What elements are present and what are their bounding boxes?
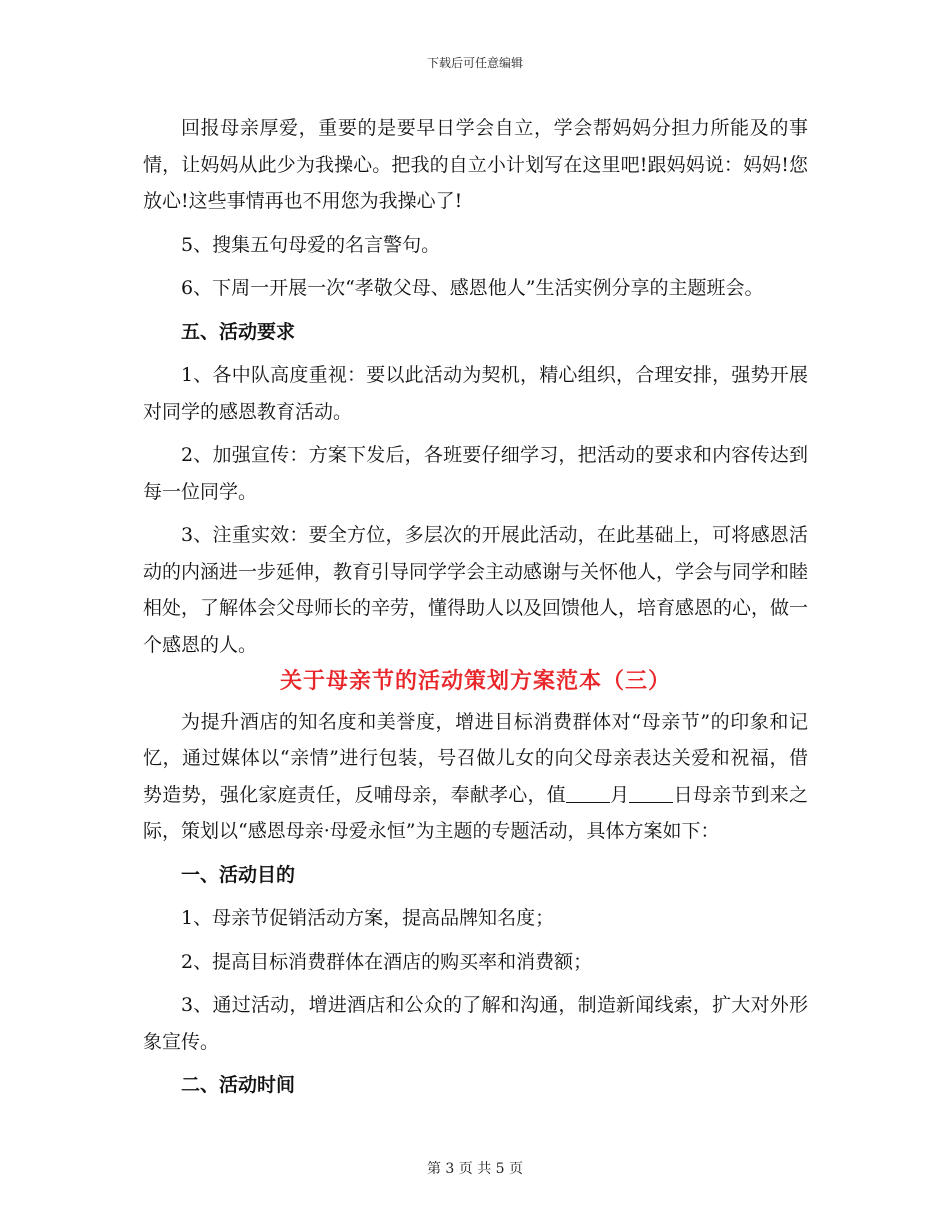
intro-text-part1: 为提升酒店的知名度和美誉度，增进目标消费群体对“母亲节”的印象和记忆，通过媒体以“亲情”进行包装，号召做儿女的向父母亲表达关爱和祝福，借势造势，强化家庭责任，反哺母亲，奉献孝心，值 xyxy=(143,710,808,806)
blank-line xyxy=(629,784,673,803)
page-header: 下载后可任意编辑 xyxy=(426,56,523,70)
list-item: 2、加强宣传：方案下发后，各班要仔细学习，把活动的要求和内容传达到每一位同学。 xyxy=(143,444,808,503)
paragraph: 回报母亲厚爱，重要的是要早日学会自立，学会帮妈妈分担力所能及的事情，让妈妈从此少为我操心。把我的自立小计划写在这里吧!跟妈妈说：妈妈!您放心!这些事情再也不用您为我操心了! xyxy=(143,117,808,212)
intro-text-part2: 日母亲节到来之际，策划以“感恩母亲·母爱永恒”为主题的专题活动，具体方案如下： xyxy=(143,783,808,842)
paragraph: 6、下周一开展一次“孝敬父母、感恩他人”生活实例分享的主题班会。 xyxy=(181,277,764,299)
paragraph: 5、搜集五句母爱的名言警句。 xyxy=(181,233,441,256)
page-footer: 第 3 页 共 5 页 xyxy=(426,1161,524,1177)
intro-paragraph xyxy=(143,704,808,850)
document-title: 关于母亲节的活动策划方案范本（三） xyxy=(279,668,671,694)
document-body xyxy=(143,110,808,1111)
list-item: 2、提高目标消费群体在酒店的购买率和消费额； xyxy=(181,950,593,973)
intro-month: 月 xyxy=(609,783,630,806)
list-item: 3、注重实效：要全方位，多层次的开展此活动，在此基础上，可将感恩活动的内涵进一步延伸，教育引导同学学会主动感谢与关怀他人，学会与同学和睦相处，了解体会父母师长的辛劳，懂得助人以及回馈他人，培育感恩的心，做一个感恩的人。 xyxy=(143,524,809,656)
list-item: 1、母亲节促销活动方案，提高品牌知名度； xyxy=(181,907,555,929)
section-heading: 五、活动要求 xyxy=(181,320,296,343)
list-item: 1、各中队高度重视：要以此活动为契机，精心组织，合理安排，强势开展对同学的感恩教育活动。 xyxy=(143,364,808,423)
list-item: 3、通过活动，增进酒店和公众的了解和沟通，制造新闻线索，扩大对外形象宣传。 xyxy=(143,994,808,1053)
section-heading: 二、活动时间 xyxy=(181,1074,296,1096)
section-heading: 一、活动目的 xyxy=(181,863,296,886)
blank-line xyxy=(566,784,610,803)
